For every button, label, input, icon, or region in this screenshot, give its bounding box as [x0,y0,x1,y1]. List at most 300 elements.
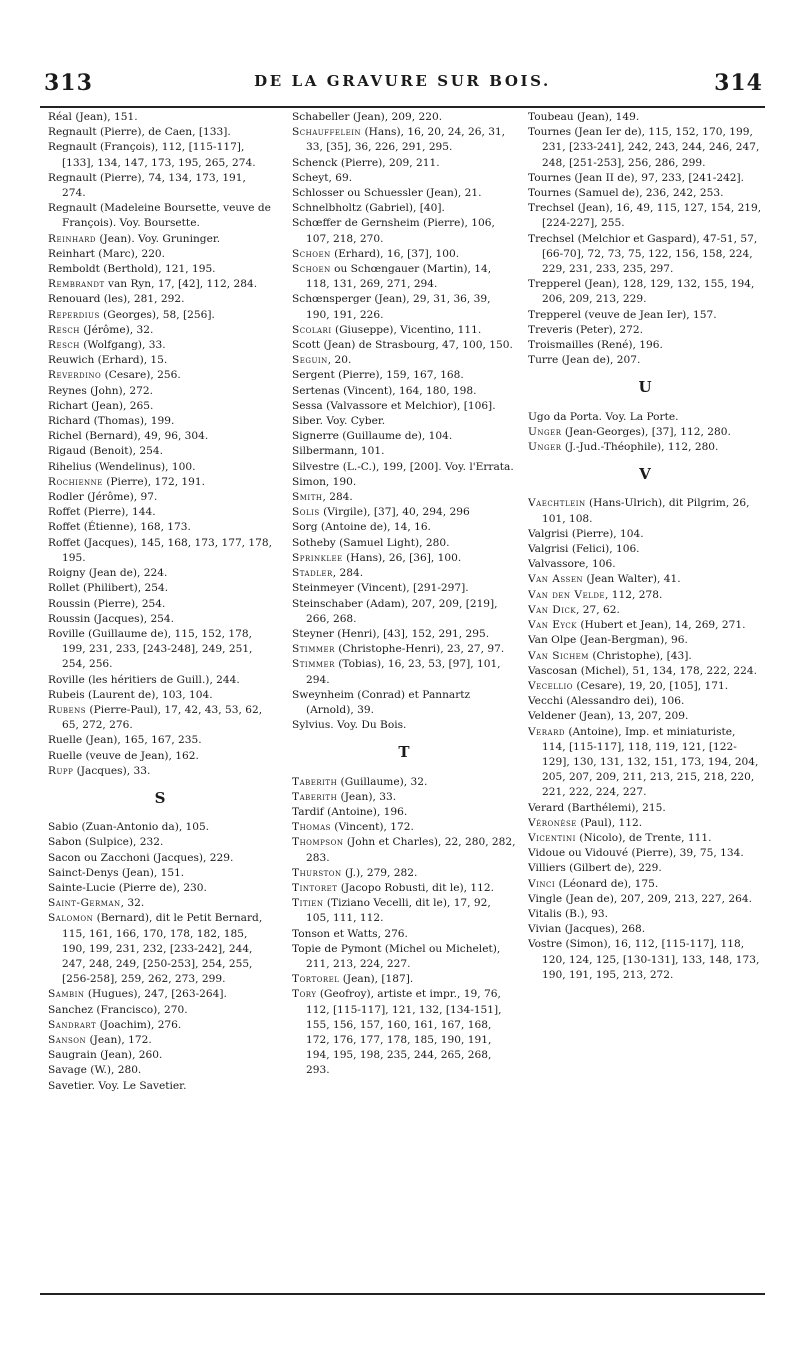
entry-name: Solis [292,506,320,519]
index-entry [528,877,762,892]
index-entry [48,323,272,338]
index-entry [292,987,516,1078]
index-entry [48,399,272,414]
entry-references: (Barthélemi), 215. [564,801,666,814]
index-entry [292,262,516,292]
entry-references: (Jacques), 33. [73,764,151,777]
index-entry [528,846,762,861]
index-entry [528,892,762,907]
entry-references: (Hubert et Jean), 14, 269, 271. [577,619,746,632]
entry-name: Rubeis [48,688,85,701]
index-entry [48,262,272,277]
index-entry [48,881,272,896]
section-letter: S [154,788,166,807]
entry-references: , 284. [332,567,364,580]
entry-references: (Jean), 265. [87,399,154,412]
index-entry [292,399,516,414]
entry-name: Rembrandt [48,278,105,291]
entry-references: (Pierre), de Caen, [133]. [96,126,231,139]
index-entry [292,790,516,805]
entry-name: Stimmer [292,643,335,656]
index-entry [528,633,762,648]
index-column-left [48,110,272,1290]
entry-name: Rubens [48,703,87,716]
entry-references: (Jean) de Strasbourg, 47, 100, 150. [320,339,513,352]
entry-name: Regnault [48,141,97,154]
entry-references: (Hans), 26, [36], 100. [342,551,462,564]
entry-references: (Vincent), 172. [330,821,414,834]
entry-references: (Jean), 165, 167, 235. [82,734,202,747]
index-entry [48,429,272,444]
page-number-right: 314 [714,70,763,96]
entry-references: , 27, 62. [576,603,620,616]
entry-name: Turre [528,354,559,367]
index-entry [292,292,516,322]
entry-references: , 112, 278. [605,588,663,601]
entry-references: (Pierre-Paul), 17, 42, 43, 53, 62, 65, 272, 276. [62,703,263,732]
entry-name: Reinhard [48,232,97,245]
index-column-middle [292,110,516,1290]
entry-name: Reinhart [48,247,95,260]
index-entry [528,527,762,542]
entry-references: (Guillaume de), 115, 152, 178, 199, 231, 233, [243-248], 249, 251, 254, 256. [62,627,253,671]
entry-name: Sweynheim [292,688,354,701]
entry-name: Van Sichem [528,649,589,662]
entry-references: (Jacopo Robusti, dit le), 112. [337,881,495,894]
index-entry [528,186,762,201]
entry-references: (Hans-Ulrich), dit Pilgrim, 26, 101, 108. [542,497,750,525]
index-entry [528,308,762,323]
running-title: DE LA GRAVURE SUR BOIS. [254,72,551,90]
entry-name: Tardif [292,805,324,818]
entry-references: (Jean), [187]. [339,973,414,986]
entry-references: (les héritiers de Guill.), 244. [84,673,240,686]
entry-references: , 101. [354,445,385,458]
entry-references: Voy. Du Bois. [333,719,407,732]
entry-name: Sorg [292,521,318,534]
entry-name: Tournes [528,187,572,200]
index-entry [528,323,762,338]
section-letter: U [638,378,652,397]
entry-name: Toubeau [528,111,574,123]
entry-name: Ruelle [48,749,83,762]
entry-name: Richel [48,430,82,443]
entry-name: Vaechtlein [528,497,586,510]
entry-name: Sanchez [48,1003,94,1016]
index-entry [292,414,516,429]
index-entry [528,425,762,440]
entry-references: (Pierre), 254. [90,597,166,610]
index-entry [528,125,762,171]
index-entry [292,688,516,718]
index-entry [292,475,516,490]
entry-name: Vascosan [528,664,578,677]
entry-name: Stadler [292,567,333,580]
entry-references: (Jean), 172. [86,1033,152,1046]
index-entry [48,764,272,779]
entry-references: (John et Charles), 22, 280, 282, 283. [306,836,516,864]
entry-name: Savetier. [48,1079,96,1092]
entry-name: Steinmeyer [292,582,354,595]
index-entry [292,657,516,687]
entry-references: (Jérôme), 32. [79,323,154,336]
entry-name: Rihelius [48,460,92,473]
entry-name: Regnault [48,202,97,215]
index-entry [528,232,762,278]
entry-name: Steyner [292,627,334,640]
entry-references: (Jean), 29, 31, 36, 39, 190, 191, 226. [306,293,491,321]
index-entry [292,942,516,972]
entry-references: (Étienne), 168, 173. [80,521,191,534]
entry-name: Siber. [292,415,323,428]
entry-name: Schauffelein [292,126,362,139]
index-entry [528,277,762,307]
index-entry [528,801,762,816]
entry-references: (Guillaume de), 104. [338,430,453,443]
entry-references: (Jean-Bergman), 96. [576,634,688,647]
entry-references: (Jean de), 224. [85,567,168,580]
entry-references: (Michel), 51, 134, 178, 222, 224. [577,664,758,677]
entry-references: (Gabriel), [40]. [361,202,445,215]
entry-name: Taberith [292,775,338,788]
entry-name: Sainte-Lucie [48,881,116,894]
index-entry [528,664,762,679]
entry-references: (Jacques), 268. [561,923,646,936]
section-letter: V [639,465,651,484]
entry-name: Villiers [528,862,566,875]
entry-name: Sessa [292,399,323,412]
index-entry [48,835,272,850]
entry-name: Schenck [292,156,338,169]
entry-name: Sertenas [292,384,340,397]
index-entry [292,927,516,942]
index-entry [48,733,272,748]
index-entry [528,110,762,125]
entry-references: (Jean de), 207. [558,354,641,367]
entry-references: (Jean Ier de), 115, 152, 170, 199, 231, [233-241], 242, 243, 244, 246, 247, 248, [251-253], 256, 286, 299. [542,126,760,169]
index-entry [48,353,272,368]
entry-name: Taberith [292,790,338,803]
entry-references: (Tiziano Vecelli, dit le), 17, 92, 105, 111, 112. [306,897,491,925]
entry-name: Ruelle [48,734,83,747]
entry-references: (Erhard), 15. [94,354,168,367]
index-entry [48,414,272,429]
index-entry [292,835,516,865]
index-entry [48,201,272,231]
index-entry [48,368,272,383]
entry-name: Seguin [292,354,328,367]
index-entry [528,496,762,526]
entry-references: , 32. [120,897,145,910]
index-entry [48,536,272,566]
entry-name: Roffet [48,506,81,519]
entry-name: Rigaud [48,445,87,458]
entry-name: Troismailles [528,339,594,352]
section-letter: T [398,743,410,762]
index-entry [48,384,272,399]
entry-references: ou Schuessler (Jean), 21. [344,187,482,200]
entry-name: Reperdius [48,308,100,321]
entry-references: (Pierre), 144. [80,506,156,519]
index-entry [48,703,272,733]
entry-references: (Joachim), 276. [96,1018,182,1031]
index-entry [528,440,762,455]
entry-references: (Marc), 220. [94,247,166,260]
index-entry [292,216,516,246]
index-entry [528,907,762,922]
entry-references: (Bernard), dit le Petit Bernard, 115, 161, 166, 170, 178, 182, 185, 190, 199, 231, 232, [233-242], 244, 247, 248, 249, [250-253], 254, 255, [256-258], 259, 262, 273, 299. [62,912,263,986]
entry-name: Sabon [48,836,82,849]
entry-name: Schlosser [292,187,344,200]
entry-name: Tournes [528,126,572,139]
entry-references: (Antoine), Imp. et miniaturiste, 114, [115-117], 118, 119, 121, [122-129], 130, 131, 132, 151, 173, 194, 204, 205, 207, 209, 211, 213, 215, 218, 220, 221, 222, 224, 227. [542,725,759,799]
index-entry [292,642,516,657]
index-entry [292,972,516,987]
index-entry [292,353,516,368]
entry-name: Reverdino [48,369,102,382]
index-entry [292,505,516,520]
entry-references: (François), 112, [115-117], [133], 134, 147, 173, 195, 265, 274. [62,141,256,169]
entry-references: (René), 196. [593,339,663,352]
entry-references: (Benoit), 254. [86,445,163,458]
entry-references: (Madeleine Boursette, veuve de François). Voy. Boursette. [62,202,271,230]
index-entry [48,851,272,866]
index-entry [528,649,762,664]
entry-name: Treveris [528,323,573,336]
entry-name: Richart [48,399,88,412]
entry-references: de Gernsheim (Pierre), 106, 107, 218, 270. [306,217,495,245]
entry-name: Saugrain [48,1049,97,1062]
index-entry [48,110,272,125]
entry-name: Schoen [292,263,331,276]
index-entry [48,688,272,703]
entry-name: Scott [292,339,321,352]
index-entry [48,820,272,835]
entry-name: Van Assen [528,573,584,586]
entry-name: Verard [528,725,565,738]
entry-name: Valgrisi [528,527,569,540]
entry-references: (Vincent), [291-297]. [353,582,469,595]
index-entry [528,816,762,831]
entry-references: (L.-C.), 199, [200]. Voy. l'Errata. [339,460,514,473]
index-entry [48,490,272,505]
index-entry [528,557,762,572]
entry-references: (Pierre de), 230. [115,881,207,894]
entry-references: (Sulpice), 232. [81,836,164,849]
index-entry [528,709,762,724]
entry-references: (Jean), 209, 220. [349,111,443,123]
entry-references: (Pierre), 209, 211. [337,156,440,169]
entry-name: Signerre [292,430,339,443]
entry-references: (Jean), 128, 129, 132, 155, 194, 206, 209, 213, 229. [542,278,755,306]
entry-references: (Antoine de), 14, 16. [317,521,431,534]
entry-name: Unger [528,425,562,438]
entry-name: Vostre [528,938,563,951]
entry-references: (Melchior et Gaspard), 47-51, 57, [66-70], 72, 73, 75, 122, 156, 158, 224, 229, 231, 233, 235, 297. [542,232,758,276]
entry-name: Trepperel [528,278,581,291]
entry-references: (Jean), 13, 207, 209. [575,710,689,723]
entry-references: (Hugues), 247, [263-264]. [84,988,227,1001]
entry-name: Silbermann [292,445,355,458]
entry-name: Van Olpe [528,634,577,647]
entry-name: Sambin [48,988,85,1001]
entry-references: (Zuan-Antonio da), 105. [78,821,210,834]
index-entry [292,820,516,835]
entry-name: Richard [48,415,91,428]
index-entry [528,831,762,846]
entry-references: (Wendelinus), 100. [91,460,196,473]
entry-name: Rollet [48,582,80,595]
entry-name: Resch [48,323,80,336]
entry-references: (Francisco), 270. [93,1003,188,1016]
entry-references: van Ryn, 17, [42], 112, 284. [104,278,258,291]
index-entry [48,232,272,247]
index-entry [48,749,272,764]
index-entry [48,292,272,307]
entry-name: Savage [48,1064,87,1077]
entry-references: (Cesare), 256. [101,369,181,382]
entry-name: Tournes [528,171,572,184]
entry-references: (Giuseppe), Vicentino, 111. [331,323,482,336]
entry-references: (Léonard de), 175. [555,877,659,890]
entry-name: Ugo da Porta. [528,410,603,423]
entry-name: Thomas [292,821,331,834]
entry-name: Sprinklee [292,551,343,564]
entry-name: Van Dick [528,603,577,616]
entry-references: (Jean Walter), 41. [583,573,681,586]
index-entry [48,581,272,596]
index-entry [292,186,516,201]
index-entry [292,110,516,125]
entry-references: (Valvassore et Melchior), [106]. [322,399,496,412]
entry-references: , 106. [585,558,616,571]
entry-references: (Nicolo), de Trente, 111. [575,831,712,844]
index-entry [292,896,516,926]
index-entry [292,460,516,475]
index-entry [292,338,516,353]
index-entry [292,581,516,596]
index-entry [48,475,272,490]
entry-name: Roffet [48,536,81,549]
entry-references: (Jean), 151. [71,111,138,123]
entry-references: (Pierre), 74, 134, 173, 191, 274. [62,171,246,200]
entry-references: (Pierre), 159, 167, 168. [334,369,464,382]
entry-name: Reynes [48,384,87,397]
entry-name: Sergent [292,369,335,382]
entry-references: (Christophe), [43]. [588,649,692,662]
index-entry [292,171,516,186]
entry-references: (Berthold), 121, 195. [99,263,216,276]
index-entry [48,460,272,475]
entry-references: Voy. Le Savetier. [95,1079,187,1092]
index-entry [292,429,516,444]
index-entry [48,1079,272,1094]
entry-name: Vivian [528,923,562,936]
entry-name: Sabio [48,821,79,834]
index-entry [528,353,762,368]
index-entry [528,725,762,801]
entry-references: (Vincent), 164, 180, 198. [339,384,477,397]
entry-name: Sylvius. [292,719,334,732]
index-entry [48,308,272,323]
index-entry [528,588,762,603]
index-entry [292,368,516,383]
entry-references: (Jean), 149. [573,111,640,123]
index-entry [292,551,516,566]
entry-name: Simon [292,475,326,488]
entry-name: Verard [528,801,565,814]
entry-name: Regnault [48,126,97,139]
index-entry [48,171,272,201]
index-entry [528,201,762,231]
index-entry [48,1048,272,1063]
entry-name: Roussin [48,597,91,610]
entry-references: (W.), 280. [86,1064,142,1077]
entry-references: (Jean), 151. [118,866,185,879]
entry-references: (Christophe-Henri), 23, 27, 97. [334,643,505,656]
index-entry [292,805,516,820]
entry-references: (Erhard), 16, [37], 100. [330,247,460,260]
entry-references: (Samuel Light), 280. [335,536,450,549]
index-entry [48,1003,272,1018]
index-entry [48,673,272,688]
entry-name: Thompson [292,836,344,849]
entry-name: Schœffer [292,217,342,230]
entry-name: Rodler [48,491,84,504]
entry-name: Vidoue [528,847,566,860]
entry-name: Schœnsperger [292,293,371,306]
index-entry [528,679,762,694]
index-entry [48,505,272,520]
entry-name: Tory [292,988,317,1001]
entry-name: Roville [48,673,85,686]
entry-references: (Jérôme), 97. [83,491,158,504]
entry-references: (les), 281, 292. [100,293,185,306]
entry-name: Salomon [48,912,94,925]
entry-references: (Paul), 112. [576,816,643,829]
entry-references: (Guillaume), 32. [337,775,428,788]
index-entry [48,896,272,911]
index-entry [292,866,516,881]
index-entry [292,201,516,216]
entry-references: (Jacques), 254. [90,612,175,625]
index-entry [292,775,516,790]
entry-name: Sanson [48,1033,87,1046]
entry-references: (Jacques), 145, 168, 173, 177, 178, 195. [62,536,272,564]
entry-name: Reuwich [48,354,95,367]
entry-references: (B.), 93. [561,907,609,920]
entry-name: Valvassore [528,558,586,571]
index-entry [528,171,762,186]
entry-references: ou Schœngauer (Martin), 14, 118, 131, 269, 271, 294. [306,263,492,291]
entry-references: , 20. [327,354,352,367]
entry-name: Véronèse [528,816,577,829]
entry-name: Saint-German [48,897,121,910]
entry-name: Steinschaber [292,597,363,610]
entry-references: (Antoine), 196. [323,805,408,818]
entry-name: Réal [48,111,72,123]
entry-name: Schabeller [292,111,350,123]
header-rule [40,106,765,108]
entry-name: Unger [528,441,562,454]
entry-references: (Jean), 16, 49, 115, 127, 154, 219, [224-227], 255. [542,202,762,230]
entry-references: (Laurent de), 103, 104. [84,688,213,701]
entry-references: (Tobias), 16, 23, 53, [97], 101, 294. [306,658,501,686]
entry-references: (John), 272. [86,384,153,397]
entry-references: (Adam), 207, 209, [219], 266, 268. [306,597,498,625]
index-entry [48,627,272,673]
entry-name: Tintoret [292,881,338,894]
